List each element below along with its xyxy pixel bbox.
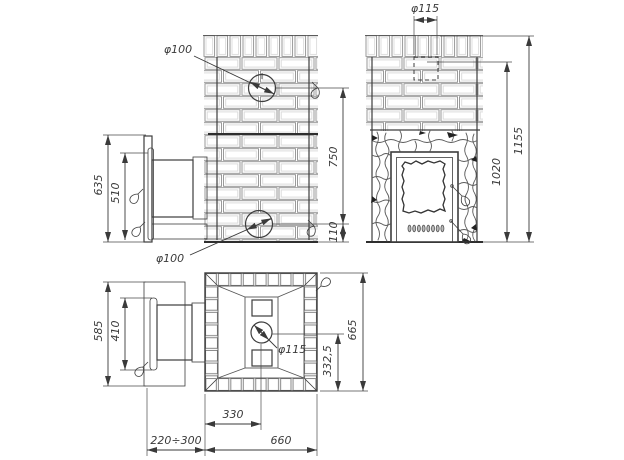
dim-tunnel-length: 220÷300: [150, 434, 202, 447]
plan-hatch-upper: [252, 300, 272, 316]
side-brickwork: [204, 57, 318, 242]
dim-total-height: 1155: [512, 127, 525, 155]
side-cap-course: [203, 35, 318, 57]
dim-depth-total: 665: [346, 319, 359, 341]
glass-window: [402, 161, 445, 213]
front-cap-course: [365, 35, 483, 57]
fuel-tunnel-side: [152, 160, 193, 217]
tunnel-wall-section-plan: [192, 303, 205, 362]
dim-base-offset: 110: [327, 221, 340, 243]
side-view: [128, 35, 321, 242]
plan-hatch-lower: [252, 350, 272, 366]
dim-door-width: 410: [109, 320, 122, 342]
front-view: [365, 35, 483, 245]
dim-flue-bottom: φ100: [155, 252, 185, 265]
tunnel-base-side: [152, 224, 207, 239]
dim-flue-span: 750: [327, 146, 340, 168]
dim-body-width: 660: [270, 434, 292, 447]
dim-door-plate-height: 635: [92, 174, 105, 196]
door-handle-upper-side: [128, 189, 143, 205]
dim-flue-top: φ100: [163, 43, 193, 56]
door-leaf-plan: [150, 298, 157, 370]
door-leaf-side: [148, 148, 154, 240]
front-brickwork: [366, 57, 483, 131]
dim-outlet-from-edge: 330: [222, 408, 244, 421]
plan-corner-handle: [316, 276, 332, 291]
plan-brick-band-top: [205, 273, 317, 286]
door-handle-lower-side: [130, 222, 145, 238]
plan-brick-band-left: [205, 286, 218, 378]
dim-steam-outlet: φ115: [278, 343, 307, 356]
fuel-tunnel-plan: [157, 305, 192, 360]
dim-door-plate-width: 585: [92, 320, 105, 342]
plan-brick-band-right: [304, 286, 317, 378]
dim-outlet-offset: 332,5: [321, 345, 334, 377]
dim-door-height: 510: [109, 182, 122, 204]
dim-body-height: 1020: [490, 158, 503, 186]
dim-chimney-bore: φ115: [410, 2, 440, 15]
leader-steam-outlet: [269, 340, 277, 348]
